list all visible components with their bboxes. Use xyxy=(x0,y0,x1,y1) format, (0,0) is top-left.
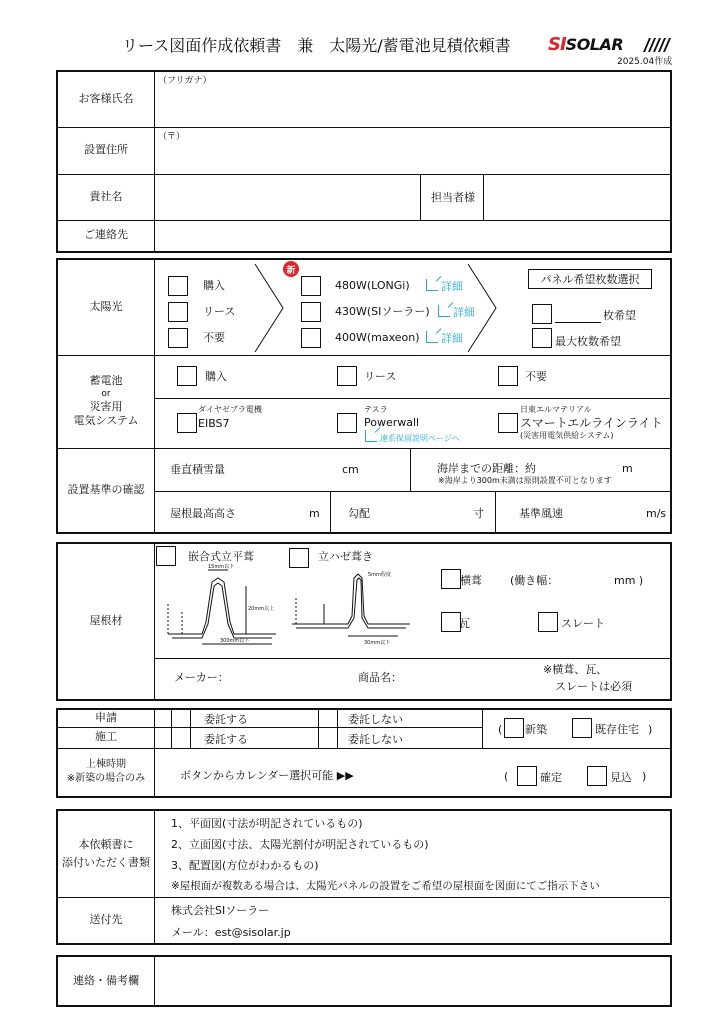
battery-smartline-maker: 日東エルマテリアル xyxy=(520,405,592,414)
battery-eibs7-maker: ダイヤゼブラ電機 xyxy=(198,405,262,414)
building-type-open-paren: ( xyxy=(498,723,503,736)
panel-maxeon-label: 400W(maxeon) xyxy=(335,331,420,344)
battery-none-checkbox[interactable] xyxy=(498,366,518,386)
construction-not-entrust-checkbox[interactable] xyxy=(319,729,336,747)
schedule-label: 上棟時期 ※新築の場合のみ xyxy=(66,759,146,784)
panel-count-title: パネル希望枚数選択 xyxy=(528,269,652,289)
attach-item: ※屋根面が複数ある場合は、太陽光パネルの設置をご希望の屋根面を図面にてご指示下さい xyxy=(171,880,600,892)
schedule-confirmed-checkbox[interactable] xyxy=(517,766,537,786)
battery-lease-checkbox[interactable] xyxy=(337,366,357,386)
coast-input[interactable] xyxy=(538,455,618,473)
attach-item: 1、平面図(寸法が明記されているもの) xyxy=(171,817,363,830)
slope-unit: 寸 xyxy=(473,507,484,520)
panel-maxeon-checkbox[interactable] xyxy=(301,328,321,348)
solar-none-label: 不要 xyxy=(203,331,225,344)
application-section xyxy=(56,708,672,798)
contact-label: ご連絡先 xyxy=(84,228,128,242)
battery-lease-label: リース xyxy=(364,370,397,383)
roof-horizontal-checkbox[interactable] xyxy=(441,569,461,589)
solar-purchase-checkbox[interactable] xyxy=(168,276,188,296)
roof-width-input[interactable] xyxy=(568,568,608,588)
send-email[interactable]: メール：est@sisolar.jp xyxy=(171,926,291,939)
solar-label: 太陽光 xyxy=(89,300,123,314)
attach-item: 2、立面図(寸法、太陽光割付が明記されているもの) xyxy=(171,838,429,851)
panel-count-unit: 枚希望 xyxy=(603,309,636,322)
person-field[interactable] xyxy=(485,176,668,218)
diagram-label: 20mm以上 xyxy=(248,606,275,612)
company-label: 貴社名 xyxy=(89,189,123,203)
address-field[interactable] xyxy=(156,144,668,173)
diagram-label: 5mm程度 xyxy=(368,572,391,578)
apply-not-entrust-checkbox[interactable] xyxy=(319,711,336,726)
panel-count-checkbox[interactable] xyxy=(532,304,552,324)
roof-kawara-label: 瓦 xyxy=(459,617,470,630)
battery-smartline-name: スマートエルラインライト xyxy=(520,416,663,430)
schedule-planned-label: 見込 xyxy=(610,771,632,784)
existing-house-label: 既存住宅 xyxy=(595,723,639,736)
battery-eibs7-checkbox[interactable] xyxy=(177,413,197,433)
roof-width-label: (働き幅： xyxy=(510,574,559,587)
send-company: 株式会社SIソーラー xyxy=(171,904,270,917)
construction-entrust-label: 委託する xyxy=(204,733,248,746)
company-field[interactable] xyxy=(156,176,418,218)
external-link-icon xyxy=(365,430,377,442)
coast-unit: m xyxy=(622,462,633,475)
roof-fitting-label: 嵌合式立平葺 xyxy=(188,550,254,563)
solar-purchase-label: 購入 xyxy=(203,279,225,292)
roof-product-input[interactable] xyxy=(408,664,528,690)
attachments-label: 本依頼書に 添付いただく書類 xyxy=(62,838,150,869)
address-label: 設置住所 xyxy=(84,143,128,157)
battery-none-label: 不要 xyxy=(525,370,547,383)
construction-label: 施工 xyxy=(95,730,117,744)
attach-item: 3、配置図(方位がわかるもの) xyxy=(171,859,319,872)
roof-product-label: 商品名： xyxy=(358,671,402,684)
construction-entrust-checkbox[interactable] xyxy=(172,729,189,747)
roof-width-unit: mm ) xyxy=(614,574,644,587)
solar-none-checkbox[interactable] xyxy=(168,328,188,348)
form-title: リース図面作成依頼書 兼 太陽光/蓄電池見積依頼書 xyxy=(122,36,511,55)
height-label: 屋根最高高さ xyxy=(170,507,236,520)
coast-note: ※海岸より300m未満は原則設置不可となります xyxy=(438,476,612,485)
panel-sisolar-label: 430W(SIソーラー) xyxy=(335,305,430,318)
roof-slate-checkbox[interactable] xyxy=(538,612,558,632)
roof-label: 屋根材 xyxy=(89,614,123,628)
schedule-close-paren: ) xyxy=(642,770,647,783)
battery-purchase-checkbox[interactable] xyxy=(177,366,197,386)
panel-max-checkbox[interactable] xyxy=(532,328,552,348)
schedule-open-paren: ( xyxy=(504,770,509,783)
form-date: 2025.04作成 xyxy=(617,57,673,67)
snow-unit: cm xyxy=(342,463,359,476)
external-link-icon xyxy=(438,305,450,317)
schedule-confirmed-label: 確定 xyxy=(540,771,562,784)
roof-maker-input[interactable] xyxy=(233,664,348,690)
roof-horizontal-label: 横葺 xyxy=(460,574,482,587)
powerwall-info-link[interactable]: 連系保留説明ページへ xyxy=(365,430,460,443)
panel-maxeon-detail-link[interactable]: 詳細 xyxy=(426,331,463,344)
customer-name-label: お客様氏名 xyxy=(78,92,134,106)
panel-sisolar-detail-link[interactable]: 詳細 xyxy=(438,305,475,318)
external-link-icon xyxy=(426,279,438,291)
apply-entrust-label: 委託する xyxy=(204,713,248,726)
diagram-label: 300mm以下 xyxy=(220,638,250,644)
new-build-checkbox[interactable] xyxy=(504,718,524,738)
send-to-label: 送付先 xyxy=(89,912,123,926)
building-type-close-paren: ) xyxy=(648,723,653,736)
slope-label: 勾配 xyxy=(348,507,370,520)
existing-house-checkbox[interactable] xyxy=(572,718,592,738)
schedule-planned-checkbox[interactable] xyxy=(587,766,607,786)
battery-eibs7-name: EIBS7 xyxy=(198,417,230,430)
wind-label: 基準風速 xyxy=(519,507,563,520)
calendar-hint: ボタンからカレンダー選択可能 ▶▶ xyxy=(180,769,354,782)
new-build-label: 新築 xyxy=(525,723,547,736)
customer-name-field[interactable] xyxy=(156,90,668,126)
new-badge-icon: 新 xyxy=(283,261,299,277)
apply-label: 申請 xyxy=(95,711,117,725)
panel-longi-checkbox[interactable] xyxy=(301,276,321,296)
coast-label: 海岸までの距離：約 xyxy=(437,462,536,475)
solar-lease-checkbox[interactable] xyxy=(168,302,188,322)
contact-field[interactable] xyxy=(156,222,668,249)
postal-label: （〒） xyxy=(158,132,186,142)
furigana-label: （フリガナ） xyxy=(158,76,212,86)
person-label: 担当者様 xyxy=(431,191,475,204)
battery-powerwall-checkbox[interactable] xyxy=(337,413,357,433)
external-link-icon xyxy=(426,331,438,343)
roof-note-2: スレートは必須 xyxy=(555,680,632,693)
construction-not-entrust-label: 委託しない xyxy=(348,733,403,746)
battery-smartline-checkbox[interactable] xyxy=(498,413,518,433)
attachments-section xyxy=(56,809,672,945)
panel-sisolar-checkbox[interactable] xyxy=(301,302,321,322)
panel-longi-label: 480W(LONGi) xyxy=(335,279,410,292)
criteria-label: 設置基準の確認 xyxy=(67,482,145,496)
battery-powerwall-name: Powerwall xyxy=(364,416,420,429)
roof-section xyxy=(56,542,672,701)
standing-seam-diagram xyxy=(288,568,413,646)
roof-maker-label: メーカー： xyxy=(174,671,229,684)
remarks-input[interactable] xyxy=(156,959,668,1003)
solar-lease-label: リース xyxy=(203,305,236,318)
roof-slate-label: スレート xyxy=(561,617,605,630)
roof-standing-seam-label: 立ハゼ葺き xyxy=(318,550,373,563)
wind-unit: m/s xyxy=(646,507,667,520)
height-unit: m xyxy=(309,507,320,520)
battery-purchase-label: 購入 xyxy=(205,370,227,383)
fitting-roof-diagram xyxy=(162,564,280,646)
battery-label: 蓄電池 or 災害用 電気システム xyxy=(73,374,139,428)
customer-section xyxy=(56,70,672,253)
roof-fitting-checkbox[interactable] xyxy=(156,546,176,566)
panel-longi-detail-link[interactable]: 詳細 xyxy=(426,279,463,292)
battery-smartline-note: (災害用電気供給システム) xyxy=(520,431,614,440)
panel-max-label: 最大枚数希望 xyxy=(555,335,621,348)
roof-note-1: ※横葺、瓦、 xyxy=(543,663,608,676)
snow-label: 垂直積雪量 xyxy=(170,463,225,476)
apply-entrust-checkbox[interactable] xyxy=(172,711,189,726)
remarks-section xyxy=(56,955,672,1007)
diagram-label: 15mm以下 xyxy=(208,564,235,570)
solar-section xyxy=(56,258,672,534)
brand-logo: SISOLAR xyxy=(548,34,673,54)
remarks-label: 連絡・備考欄 xyxy=(73,973,139,987)
roof-kawara-checkbox[interactable] xyxy=(441,612,461,632)
apply-not-entrust-label: 委託しない xyxy=(348,713,403,726)
diagram-label: 30mm以下 xyxy=(364,640,391,646)
roof-standing-seam-checkbox[interactable] xyxy=(289,548,309,568)
battery-powerwall-maker: テスラ xyxy=(364,405,388,414)
snow-input[interactable] xyxy=(248,456,338,482)
